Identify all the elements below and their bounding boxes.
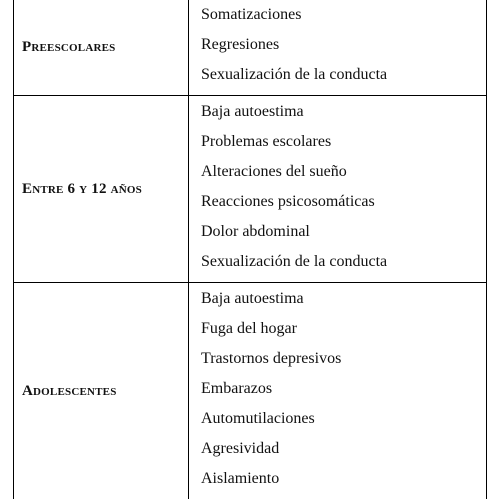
symptoms-table bbox=[13, 0, 487, 499]
table-row-entre-6-y-12 bbox=[14, 96, 486, 283]
symptom-list bbox=[189, 0, 486, 95]
symptom-list bbox=[189, 96, 486, 282]
list-item: Embarazos bbox=[201, 380, 273, 397]
list-item: Automutilaciones bbox=[201, 410, 315, 427]
list-item: Fuga del hogar bbox=[201, 320, 297, 337]
list-item: Problemas escolares bbox=[201, 133, 332, 150]
table-row-adolescentes bbox=[14, 283, 486, 499]
list-item: Dolor abdominal bbox=[201, 223, 310, 240]
list-item: Agresividad bbox=[201, 440, 280, 457]
list-item: Alteraciones del sueño bbox=[201, 163, 347, 180]
table-row-preescolares bbox=[14, 0, 486, 96]
list-item: Regresiones bbox=[201, 36, 280, 53]
list-item: Sexualización de la conducta bbox=[201, 253, 388, 270]
category-label: Preescolares bbox=[14, 0, 189, 95]
category-label: Entre 6 y 12 años bbox=[14, 96, 189, 282]
list-item: Trastornos depresivos bbox=[201, 350, 342, 367]
category-label: Adolescentes bbox=[14, 283, 189, 499]
list-item: Baja autoestima bbox=[201, 103, 304, 120]
list-item: Aislamiento bbox=[201, 470, 280, 487]
list-item: Baja autoestima bbox=[201, 290, 304, 307]
list-item: Reacciones psicosomáticas bbox=[201, 193, 375, 210]
symptom-list bbox=[189, 283, 486, 499]
list-item: Sexualización de la conducta bbox=[201, 66, 388, 83]
list-item: Somatizaciones bbox=[201, 6, 302, 23]
